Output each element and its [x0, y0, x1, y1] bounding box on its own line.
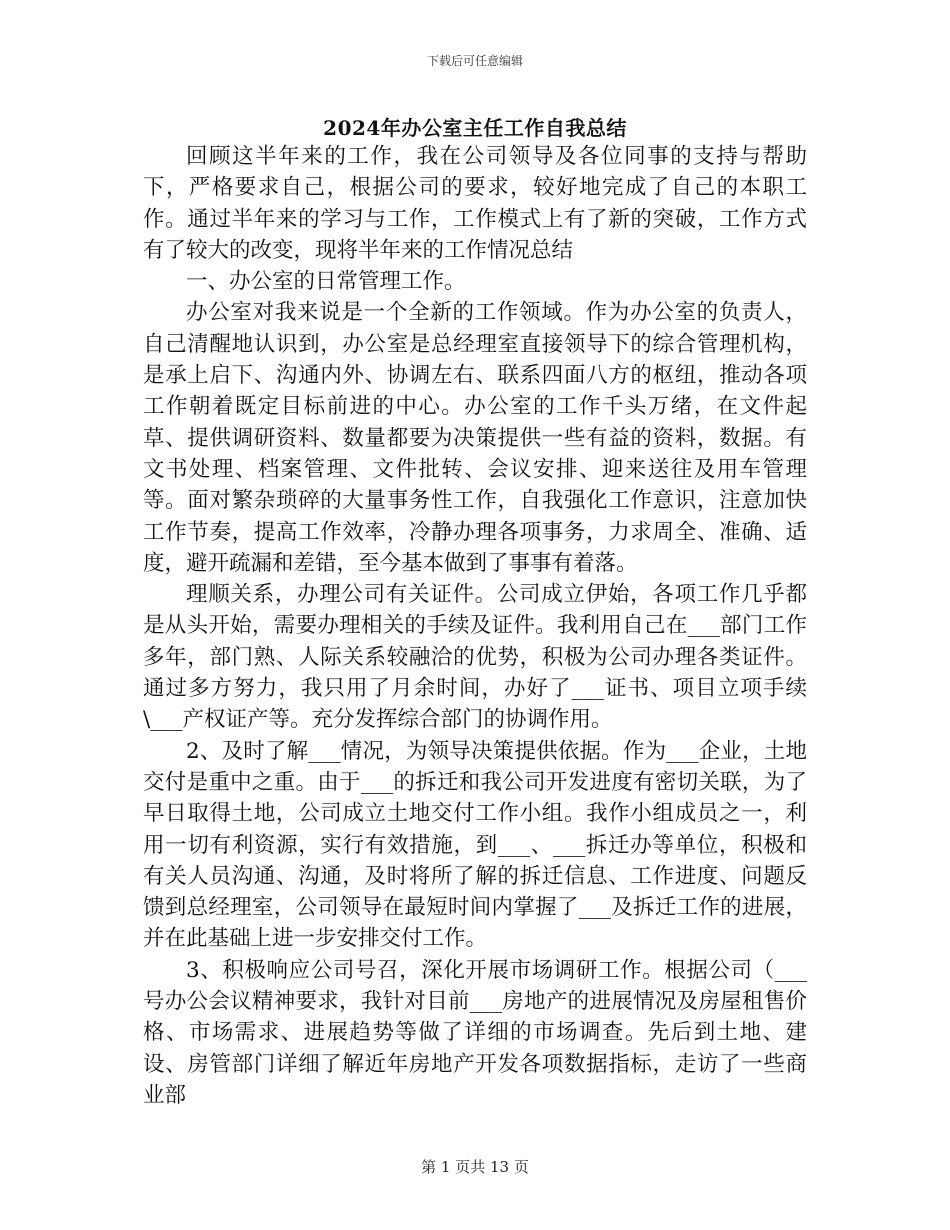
- paragraph-land-delivery: 2、及时了解___情况，为领导决策提供依据。作为___企业，土地交付是重中之重。由于___的拆迁和我公司开发进度有密切关联，为了早日取得土地，公司成立土地交付工作小组。我作小组成员之一，利用一切有利资源，实行有效措施，到___、___拆迁办等单位，积极和有关人员沟通、沟通，及时将所了解的拆迁信息、工作进度、问题反馈到总经理室，公司领导在最短时间内掌握了___及拆迁工作的进展，并在此基础上进一步安排交付工作。: [143, 738, 807, 952]
- document-title: 2024年办公室主任工作自我总结: [323, 116, 627, 140]
- paragraph-intro: 回顾这半年来的工作，我在公司领导及各位同事的支持与帮助下，严格要求自己，根据公司的要求，较好地完成了自己的本职工作。通过半年来的学习与工作，工作模式上有了新的突破，工作方式有了较大的改变，现将半年来的工作情况总结: [143, 144, 807, 263]
- paragraph-section-heading: 一、办公室的日常管理工作。: [186, 269, 466, 295]
- document-body: [143, 141, 807, 1111]
- paragraph-certificates: 理顺关系，办理公司有关证件。公司成立伊始，各项工作几乎都是从头开始，需要办理相关的手续及证件。我利用自己在___部门工作多年，部门熟、人际关系较融洽的优势，积极为公司办理各类证件。通过多方努力，我只用了月余时间，办好了___证书、项目立项手续\___产权证产等。充分发挥综合部门的协调作用。: [143, 582, 807, 733]
- header-note: 下载后可任意编辑: [426, 54, 523, 68]
- paragraph-office-management: 办公室对我来说是一个全新的工作领域。作为办公室的负责人，自己清醒地认识到，办公室是总经理室直接领导下的综合管理机构，是承上启下、沟通内外、协调左右、联系四面八方的枢纽，推动各项工作朝着既定目标前进的中心。办公室的工作千头万绪，在文件起草、提供调研资料、数量都要为决策提供一些有益的资料，数据。有文书处理、档案管理、文件批转、会议安排、迎来送往及用车管理等。面对繁杂琐碎的大量事务性工作，自我强化工作意识，注意加快工作节奏，提高工作效率，冷静办理各项事务，力求周全、准确、适度，避开疏漏和差错，至今基本做到了事事有着落。: [143, 300, 807, 576]
- paragraph-market-research: 3、积极响应公司号召，深化开展市场调研工作。根据公司（___号办公会议精神要求，我针对目前___房地产的进展情况及房屋租售价格、市场需求、进展趋势等做了详细的市场调查。先后到土地、建设、房管部门详细了解近年房地产开发各项数据指标，走访了一些商业部: [143, 957, 807, 1108]
- page-number: 第 1 页共 13 页: [421, 1158, 529, 1176]
